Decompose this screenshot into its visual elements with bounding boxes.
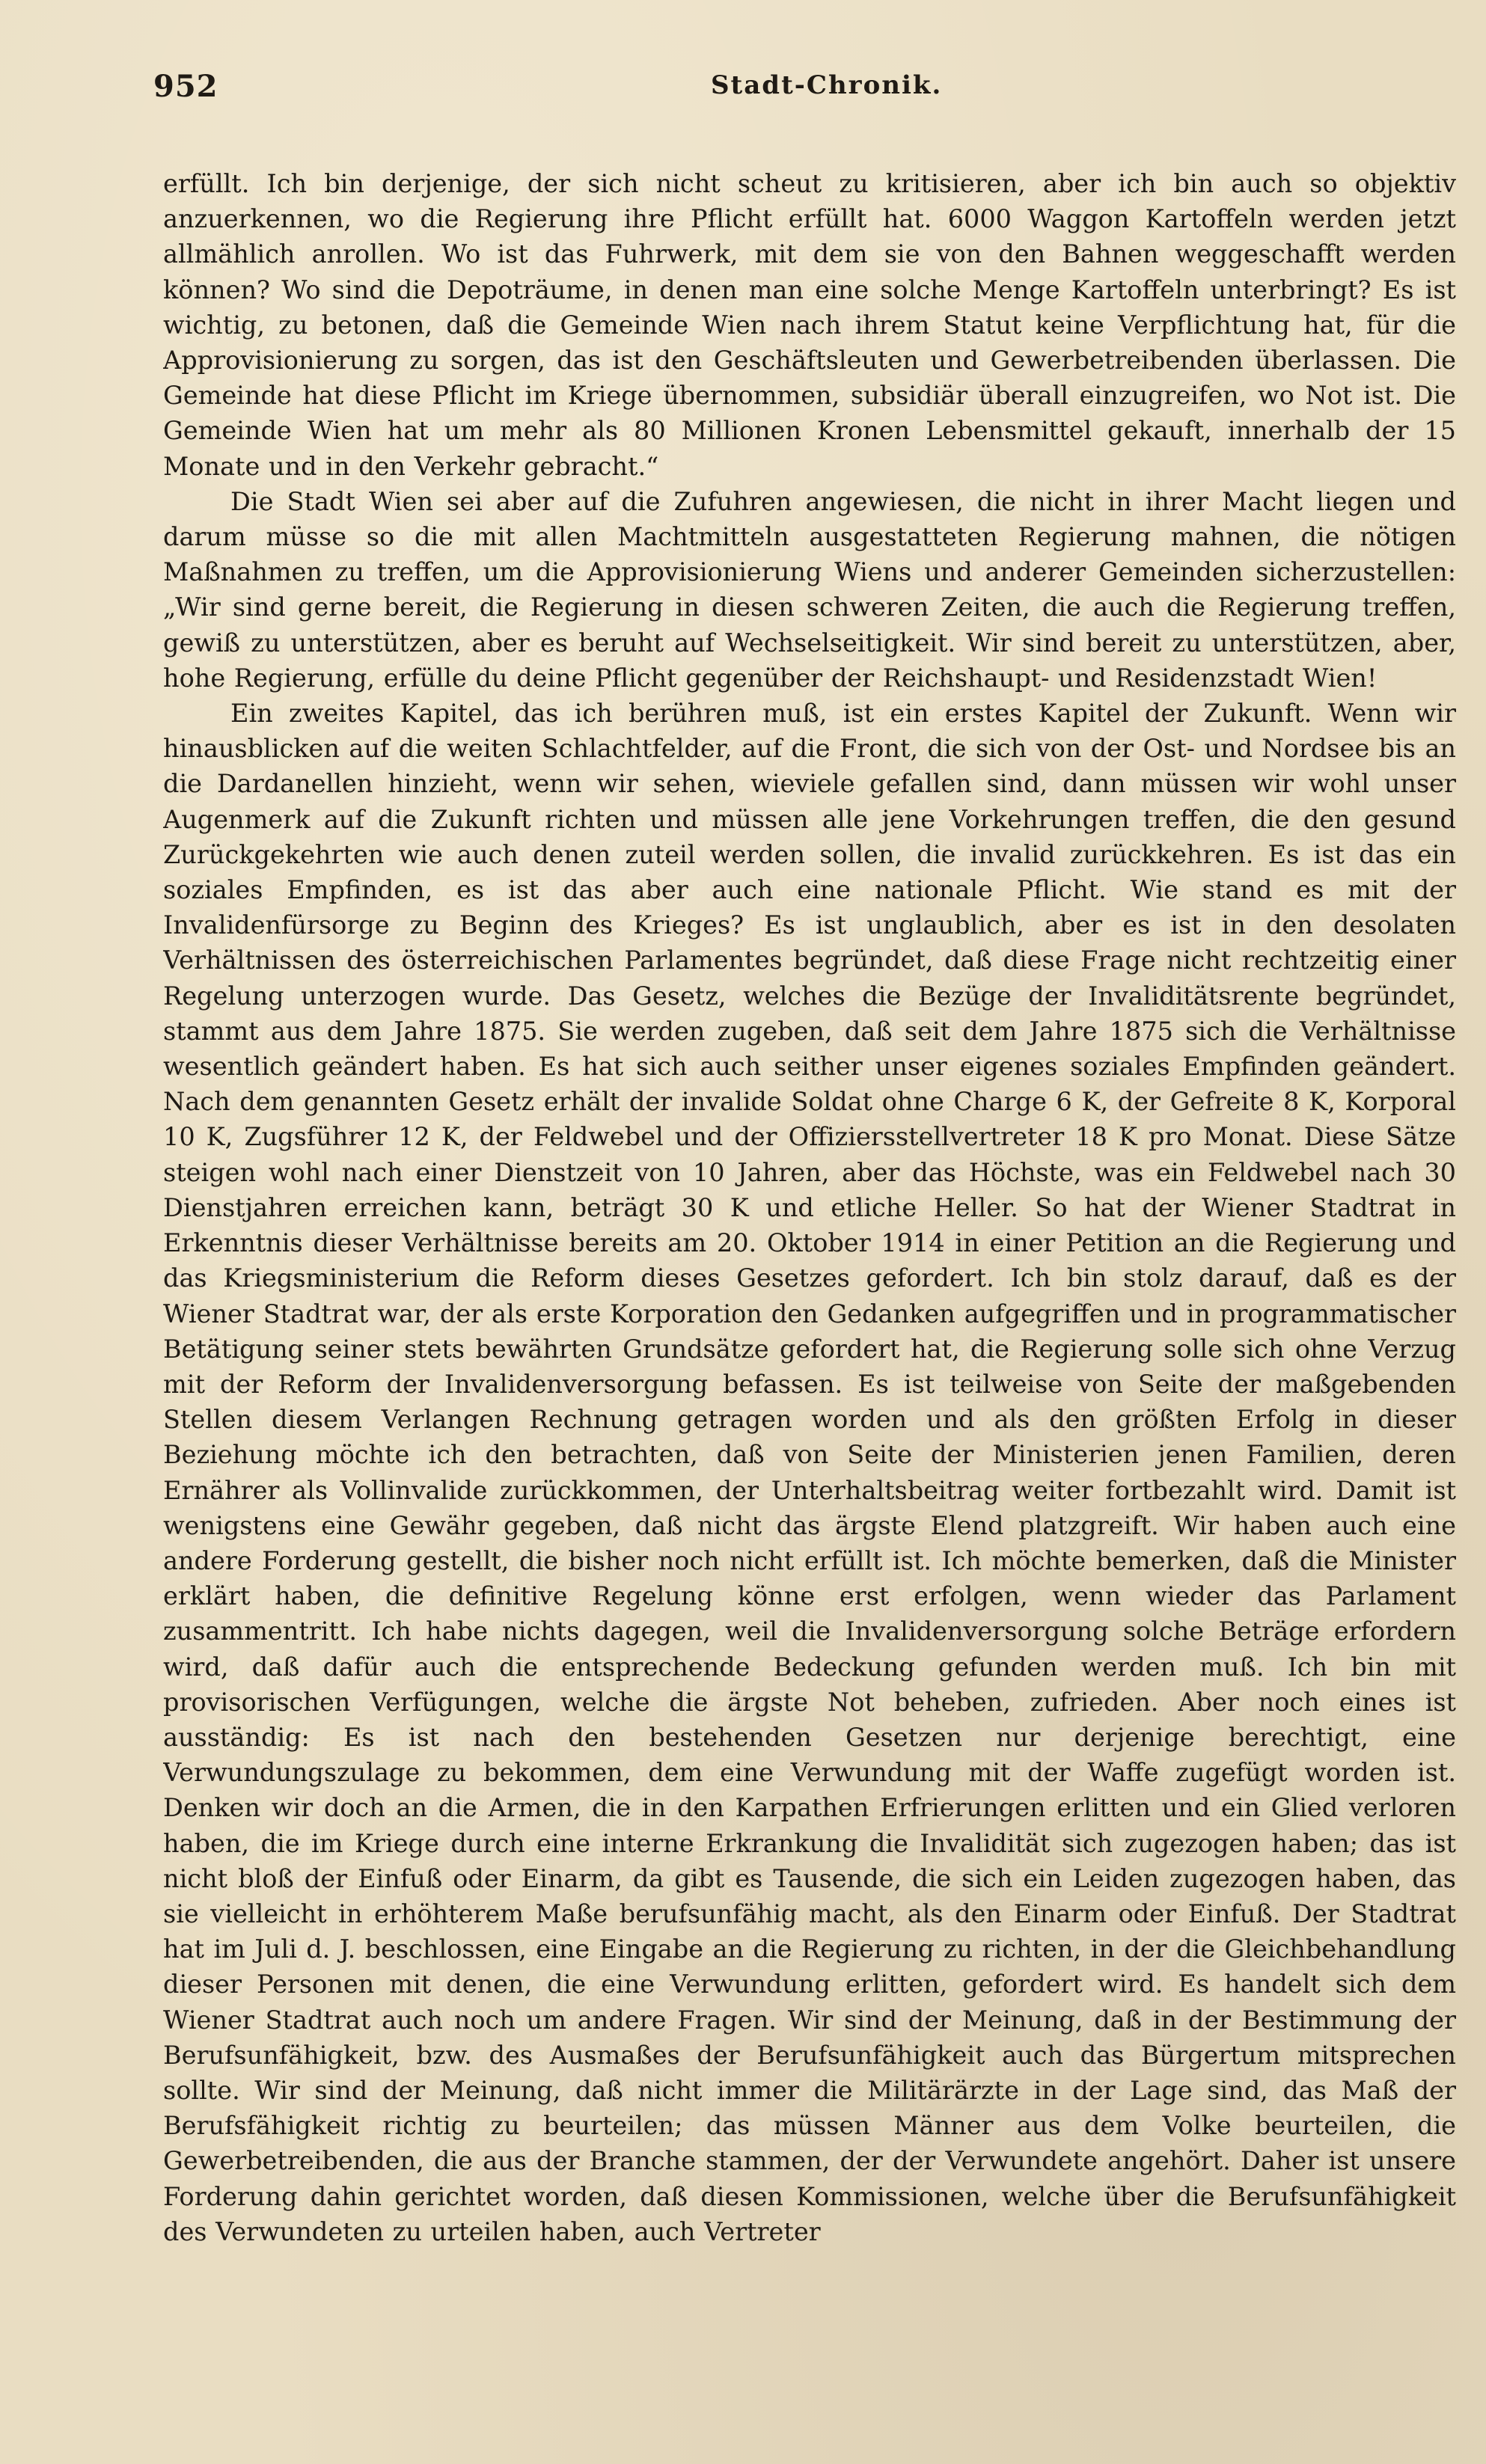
body-text	[163, 166, 1456, 2418]
paragraph: erfüllt. Ich bin derjenige, der sich nicht scheut zu kritisieren, aber ich bin auch so objektiv anzuerkennen, wo die Regierung ihre Pflicht erfüllt hat. 6000 Waggon Kartoffeln werden jetzt allmählich anrollen. Wo ist das Fuhrwerk, mit dem sie von den Bahnen weggeschafft werden können? Wo sind die Depoträume, in denen man eine solche Menge Kartoffeln unterbringt? Es ist wichtig, zu betonen, daß die Gemeinde Wien nach ihrem Statut keine Verpflichtung hat, für die Approvisionierung zu sorgen, das ist den Geschäftsleuten und Gewerbetreibenden überlassen. Die Gemeinde hat diese Pflicht im Kriege übernommen, subsidiär überall einzugreifen, wo Not ist. Die Gemeinde Wien hat um mehr als 80 Millionen Kronen Lebensmittel gekauft, innerhalb der 15 Monate und in den Verkehr gebracht.“	[163, 169, 1456, 481]
running-title: Stadt-Chronik.	[711, 70, 943, 100]
paragraph: Ein zweites Kapitel, das ich berühren muß, ist ein erstes Kapitel der Zukunft. Wenn wir hinausblicken auf die weiten Schlachtfelder, auf die Front, die sich von der Ost- und Nordsee bis an die Dardanellen hinzieht, wenn wir sehen, wieviele gefallen sind, dann müssen wir wohl unser Augenmerk auf die Zukunft richten und müssen alle jene Vorkehrungen treffen, die den gesund Zurückgekehrten wie auch denen zuteil werden sollen, die invalid zurückkehren. Es ist das ein soziales Empfinden, es ist das aber auch eine nationale Pflicht. Wie stand es mit der Invalidenfürsorge zu Beginn des Krieges? Es ist unglaublich, aber es ist in den desolaten Verhältnissen des österreichischen Parlamentes begründet, daß diese Frage nicht rechtzeitig einer Regelung unterzogen wurde. Das Gesetz, welches die Bezüge der Invaliditätsrente begründet, stammt aus dem Jahre 1875. Sie werden zugeben, daß seit dem Jahre 1875 sich die Verhältnisse wesentlich geändert haben. Es hat sich auch seither unser eigenes soziales Empfinden geändert. Nach dem genannten Gesetz erhält der invalide Soldat ohne Charge 6 K, der Gefreite 8 K, Korporal 10 K, Zugsführer 12 K, der Feldwebel und der Offiziersstellvertreter 18 K pro Monat. Diese Sätze steigen wohl nach einer Dienstzeit von 10 Jahren, aber das Höchste, was ein Feldwebel nach 30 Dienstjahren erreichen kann, beträgt 30 K und etliche Heller. So hat der Wiener Stadtrat in Erkenntnis dieser Verhältnisse bereits am 20. Oktober 1914 in einer Petition an die Regierung und das Kriegsministerium die Reform dieses Gesetzes gefordert. Ich bin stolz darauf, daß es der Wiener Stadtrat war, der als erste Korporation den Gedanken aufgegriffen und in programmatischer Betätigung seiner stets bewährten Grundsätze gefordert hat, die Regierung solle sich ohne Verzug mit der Reform der Invalidenversorgung befassen. Es ist teilweise von Seite der maßgebenden Stellen diesem Verlangen Rechnung getragen worden und als den größten Erfolg in dieser Beziehung möchte ich den betrachten, daß von Seite der Ministerien jenen Familien, deren Ernährer als Vollinvalide zurückkommen, der Unterhaltsbeitrag weiter fortbezahlt wird. Damit ist wenigstens eine Gewähr gegeben, daß nicht das ärgste Elend platzgreift. Wir haben auch eine andere Forderung gestellt, die bisher noch nicht erfüllt ist. Ich möchte bemerken, daß die Minister erklärt haben, die definitive Regelung könne erst erfolgen, wenn wieder das Parlament zusammentritt. Ich habe nichts dagegen, weil die Invalidenversorgung solche Beträge erfordern wird, daß dafür auch die entsprechende Bedeckung gefunden werden muß. Ich bin mit provisorischen Verfügungen, welche die ärgste Not beheben, zufrieden. Aber noch eines ist ausständig: Es ist nach den bestehenden Gesetzen nur derjenige berechtigt, eine Verwundungszulage zu bekommen, dem eine Verwundung mit der Waffe zugefügt worden ist. Denken wir doch an die Armen, die in den Karpathen Erfrierungen erlitten und ein Glied verloren haben, die im Kriege durch eine interne Erkrankung die Invalidität sich zugezogen haben; das ist nicht bloß der Einfuß oder Einarm, da gibt es Tausende, die sich ein Leiden zugezogen haben, das sie vielleicht in erhöhterem Maße berufsunfähig macht, als den Einarm oder Einfuß. Der Stadtrat hat im Juli d. J. beschlossen, eine Eingabe an die Regierung zu richten, in der die Gleichbehandlung dieser Personen mit denen, die eine Verwundung erlitten, gefordert wird. Es handelt sich dem Wiener Stadtrat auch noch um andere Fragen. Wir sind der Meinung, daß in der Bestimmung der Berufsunfähigkeit, bzw. des Ausmaßes der Berufsunfähigkeit auch das Bürgertum mitsprechen sollte. Wir sind der Meinung, daß nicht immer die Militärärzte in der Lage sind, das Maß der Berufsfähigkeit richtig zu beurteilen; das müssen Männer aus dem Volke beurteilen, die Gewerbetreibenden, die aus der Branche stammen, der der Verwundete angehört. Daher ist unsere Forderung dahin gerichtet worden, daß diesen Kommissionen, welche über die Berufsunfähigkeit des Verwundeten zu urteilen haben, auch Vertreter	[163, 699, 1456, 2246]
paragraph: Die Stadt Wien sei aber auf die Zufuhren angewiesen, die nicht in ihrer Macht liegen und darum müsse so die mit allen Machtmitteln ausgestatteten Regierung mahnen, die nötigen Maßnahmen zu treffen, um die Approvisionierung Wiens und anderer Gemeinden sicherzustellen: „Wir sind gerne bereit, die Regierung in diesen schweren Zeiten, die auch die Regierung treffen, gewiß zu unterstützen, aber es beruht auf Wechselseitigkeit. Wir sind bereit zu unterstützen, aber, hohe Regierung, erfülle du deine Pflicht gegenüber der Reichshaupt- und Residenzstadt Wien!	[163, 486, 1456, 693]
page-number: 952	[153, 69, 218, 104]
page-header	[153, 69, 1455, 114]
